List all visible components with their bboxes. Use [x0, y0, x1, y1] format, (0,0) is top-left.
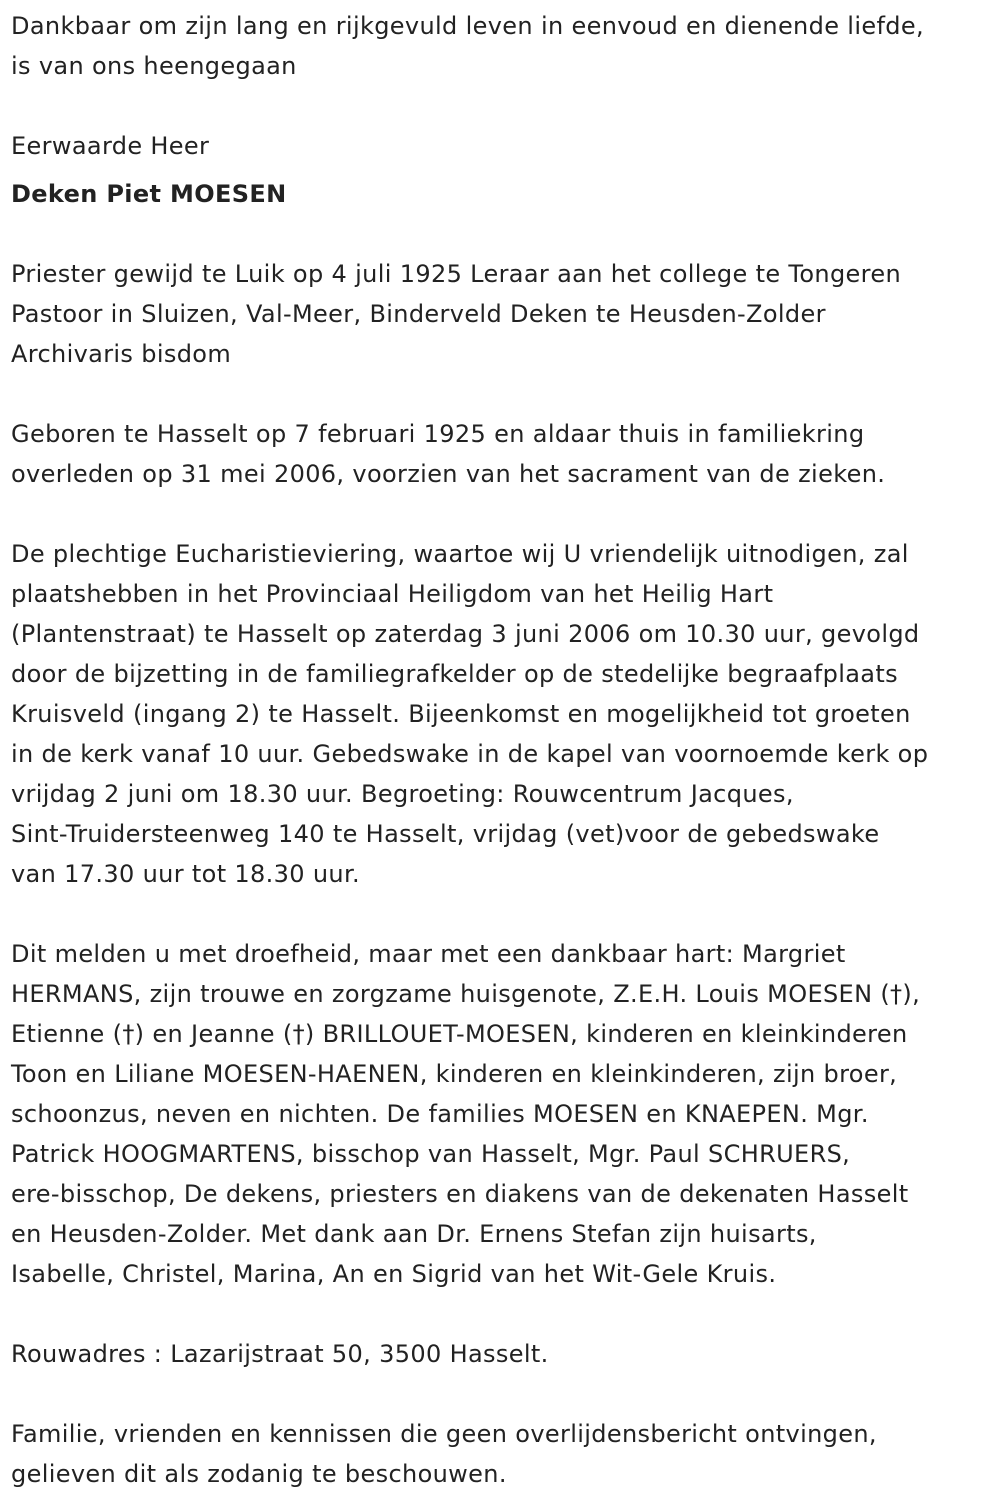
birth-death-line: Geboren te Hasselt op 7 februari 1925 en aldaar thuis in familiekring	[11, 420, 865, 448]
family-line: Patrick HOOGMARTENS, bisschop van Hasselt, Mgr. Paul SCHRUERS,	[11, 1140, 851, 1168]
paragraph-spacer	[11, 166, 996, 174]
ceremony-line: plaatshebben in het Provinciaal Heiligdom van het Heilig Hart	[11, 580, 774, 608]
ceremony-line: in de kerk vanaf 10 uur. Gebedswake in de kapel van voornoemde kerk op	[11, 740, 929, 768]
family-line: Isabelle, Christel, Marina, An en Sigrid van het Wit-Gele Kruis.	[11, 1260, 777, 1288]
family-line: en Heusden-Zolder. Met dank aan Dr. Ernens Stefan zijn huisarts,	[11, 1220, 817, 1248]
family-line: Dit melden u met droefheid, maar met een dankbaar hart: Margriet	[11, 940, 846, 968]
birth-death-line: overleden op 31 mei 2006, voorzien van het sacrament van de zieken.	[11, 460, 886, 488]
mourning-address: Rouwadres : Lazarijstraat 50, 3500 Hasselt.	[11, 1340, 549, 1368]
family-paragraph	[11, 934, 996, 1294]
ceremony-line: (Plantenstraat) te Hasselt op zaterdag 3 juni 2006 om 10.30 uur, gevolgd	[11, 620, 920, 648]
intro-paragraph	[11, 6, 996, 86]
paragraph-spacer	[11, 1294, 996, 1334]
ceremony-line: Kruisveld (ingang 2) te Hasselt. Bijeenkomst en mogelijkheid tot groeten	[11, 700, 911, 728]
obituary-document	[11, 6, 996, 1494]
paragraph-spacer	[11, 1374, 996, 1414]
paragraph-spacer	[11, 894, 996, 934]
ceremony-line: van 17.30 uur tot 18.30 uur.	[11, 860, 360, 888]
paragraph-spacer	[11, 494, 996, 534]
closing-line: Familie, vrienden en kennissen die geen overlijdensbericht ontvingen,	[11, 1420, 877, 1448]
deceased-name: Deken Piet MOESEN	[11, 180, 287, 208]
honorific-title: Eerwaarde Heer	[11, 132, 210, 160]
family-line: Etienne (†) en Jeanne (†) BRILLOUET-MOESEN, kinderen en kleinkinderen	[11, 1020, 908, 1048]
career-paragraph	[11, 254, 996, 374]
intro-line: Dankbaar om zijn lang en rijkgevuld leven in eenvoud en dienende liefde,	[11, 12, 924, 40]
ceremony-line: Sint-Truidersteenweg 140 te Hasselt, vrijdag (vet)voor de gebedswake	[11, 820, 880, 848]
paragraph-spacer	[11, 374, 996, 414]
family-line: Toon en Liliane MOESEN-HAENEN, kinderen en kleinkinderen, zijn broer,	[11, 1060, 898, 1088]
intro-line: is van ons heengegaan	[11, 52, 297, 80]
paragraph-spacer	[11, 214, 996, 254]
ceremony-line: vrijdag 2 juni om 18.30 uur. Begroeting: Rouwcentrum Jacques,	[11, 780, 794, 808]
career-line: Archivaris bisdom	[11, 340, 232, 368]
closing-paragraph	[11, 1414, 996, 1494]
ceremony-line: door de bijzetting in de familiegrafkelder op de stedelijke begraafplaats	[11, 660, 898, 688]
family-line: HERMANS, zijn trouwe en zorgzame huisgenote, Z.E.H. Louis MOESEN (†),	[11, 980, 921, 1008]
birth-death-paragraph	[11, 414, 996, 494]
ceremony-line: De plechtige Eucharistieviering, waartoe wij U vriendelijk uitnodigen, zal	[11, 540, 909, 568]
family-line: ere-bisschop, De dekens, priesters en diakens van de dekenaten Hasselt	[11, 1180, 909, 1208]
career-line: Priester gewijd te Luik op 4 juli 1925 Leraar aan het college te Tongeren	[11, 260, 902, 288]
paragraph-spacer	[11, 86, 996, 126]
family-line: schoonzus, neven en nichten. De families MOESEN en KNAEPEN. Mgr.	[11, 1100, 869, 1128]
ceremony-paragraph	[11, 534, 996, 894]
career-line: Pastoor in Sluizen, Val-Meer, Binderveld Deken te Heusden-Zolder	[11, 300, 826, 328]
closing-line: gelieven dit als zodanig te beschouwen.	[11, 1460, 507, 1488]
